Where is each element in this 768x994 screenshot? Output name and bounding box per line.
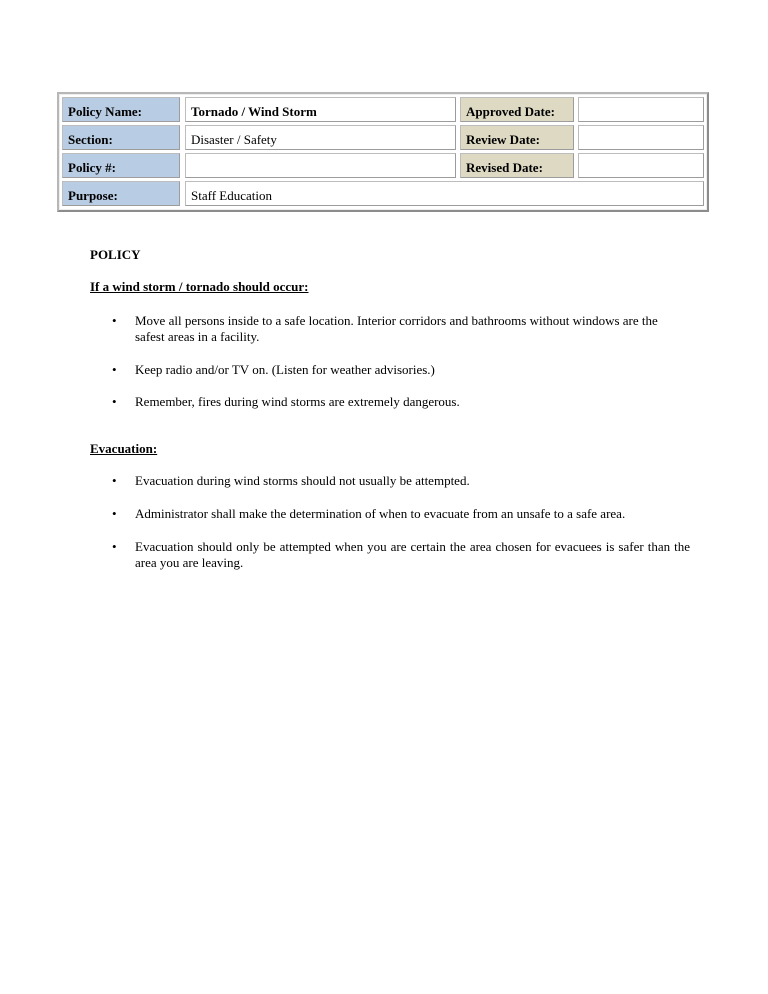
list-item-text: Move all persons inside to a safe location. Interior corridors and bathrooms without windows are the safest areas in a facility. [135,313,658,344]
approved-date-value [578,97,704,122]
bullet-icon: • [112,473,117,488]
list-item-text: Evacuation during wind storms should not usually be attempted. [135,473,470,488]
policy-number-value [185,153,456,178]
revised-date-value [578,153,704,178]
bullet-icon: • [112,394,117,409]
section-label: Section: [62,125,180,150]
list-item-text: Administrator shall make the determination of when to evacuate from an unsafe to a safe area. [135,506,626,521]
purpose-label: Purpose: [62,181,180,206]
policy-name-value: Tornado / Wind Storm [185,97,456,122]
bullet-icon: • [112,539,117,554]
policy-number-label: Policy #: [62,153,180,178]
bullet-icon: • [112,313,117,328]
evacuation-heading: Evacuation: [90,441,158,456]
policy-heading: POLICY [90,247,141,262]
approved-date-label: Approved Date: [460,97,574,122]
list-item-text: Remember, fires during wind storms are extremely dangerous. [135,394,460,409]
list-item-text: Evacuation should only be attempted when you are certain the area chosen for evacuees is safer than the area you are leaving. [135,539,690,570]
occurrence-heading: If a wind storm / tornado should occur: [90,279,309,294]
bullet-icon: • [112,506,117,521]
review-date-label: Review Date: [460,125,574,150]
bullet-icon: • [112,362,117,377]
policy-name-label: Policy Name: [62,97,180,122]
list-item-text: Keep radio and/or TV on. (Listen for weather advisories.) [135,362,435,377]
section-value: Disaster / Safety [185,125,456,150]
revised-date-label: Revised Date: [460,153,574,178]
review-date-value [578,125,704,150]
purpose-value: Staff Education [185,181,704,206]
